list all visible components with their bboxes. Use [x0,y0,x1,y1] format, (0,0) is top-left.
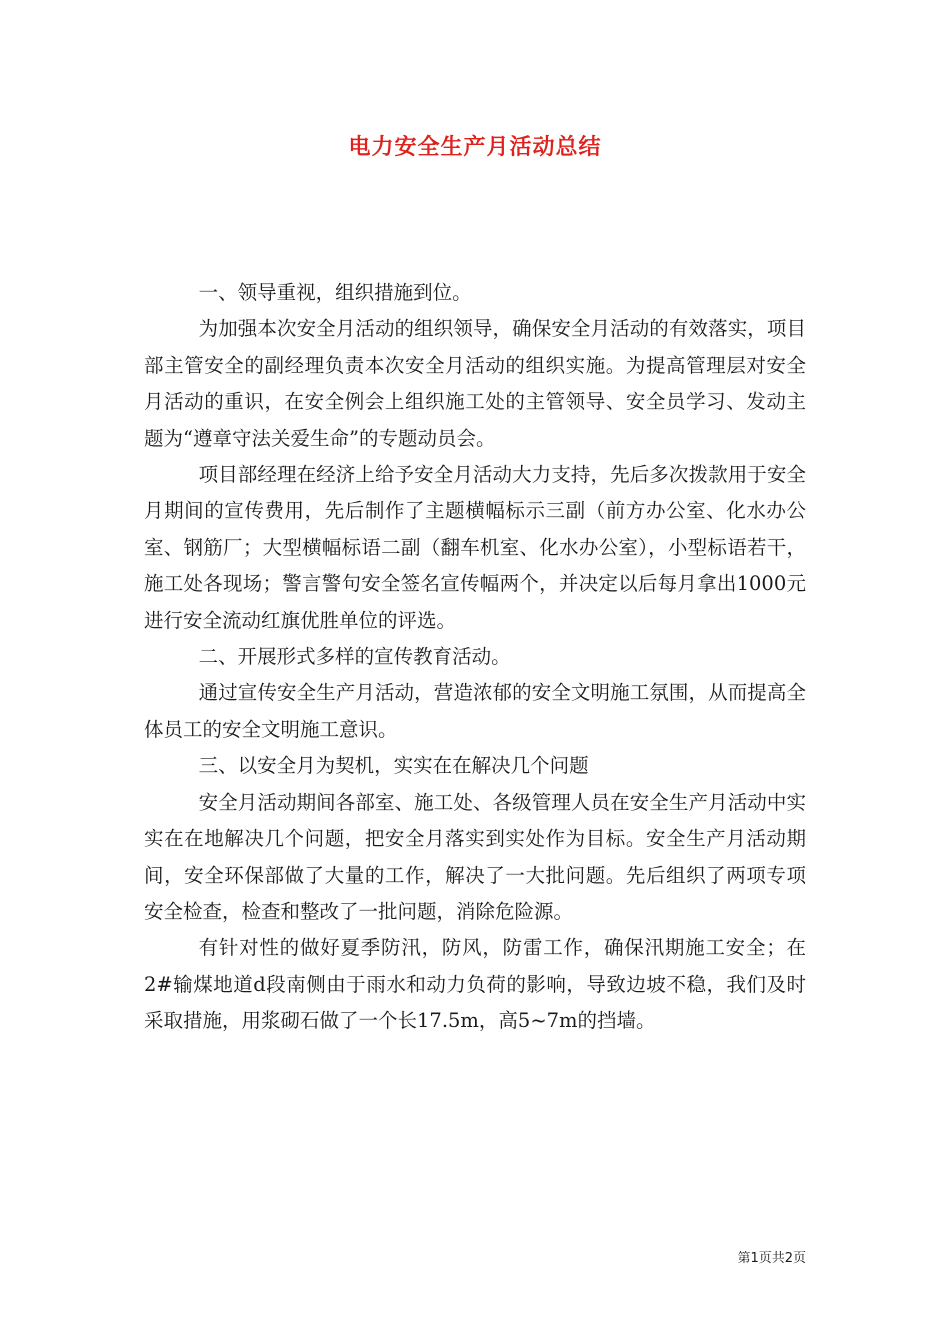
paragraph: 安全月活动期间各部室、施工处、各级管理人员在安全生产月活动中实实在在地解决几个问题，把安全月落实到实处作为目标。安全生产月活动期间，安全环保部做了大量的工作，解决了一大批问题。先后组织了两项专项安全检查，检查和整改了一批问题，消除危险源。 [144,790,806,923]
paragraph: 有针对性的做好夏季防汛，防风，防雷工作，确保汛期施工安全；在2#输煤地道d段南侧由于雨水和动力负荷的影响，导致边坡不稳，我们及时采取措施，用浆砌石做了一个长17.5m，高5~7m的挡墙。 [144,936,806,1033]
document-title: 电力安全生产月活动总结 [348,135,602,160]
paragraph: 项目部经理在经济上给予安全月活动大力支持，先后多次拨款用于安全月期间的宣传费用，先后制作了主题横幅标示三副（前方办公室、化水办公室、钢筋厂；大型横幅标语二副（翻车机室、化水办公室），小型标语若干，施工处各现场；警言警句安全签名宣传幅两个，并决定以后每月拿出1000元进行安全流动红旗优胜单位的评选。 [144,463,806,632]
document-body [144,275,806,1040]
page-number: 第1页共2页 [737,1251,806,1266]
section-heading-1: 一、领导重视，组织措施到位。 [198,281,472,304]
section-heading-2: 二、开展形式多样的宣传教育活动。 [198,645,511,669]
section-heading-3: 三、以安全月为契机，实实在在解决几个问题 [198,754,589,778]
paragraph: 为加强本次安全月活动的组织领导，确保安全月活动的有效落实，项目部主管安全的副经理负责本次安全月活动的组织实施。为提高管理层对安全月活动的重识，在安全例会上组织施工处的主管领导、安全员学习、发动主题为“遵章守法关爱生命”的专题动员会。 [144,317,806,450]
paragraph: 通过宣传安全生产月活动，营造浓郁的安全文明施工氛围，从而提高全体员工的安全文明施工意识。 [144,681,806,741]
